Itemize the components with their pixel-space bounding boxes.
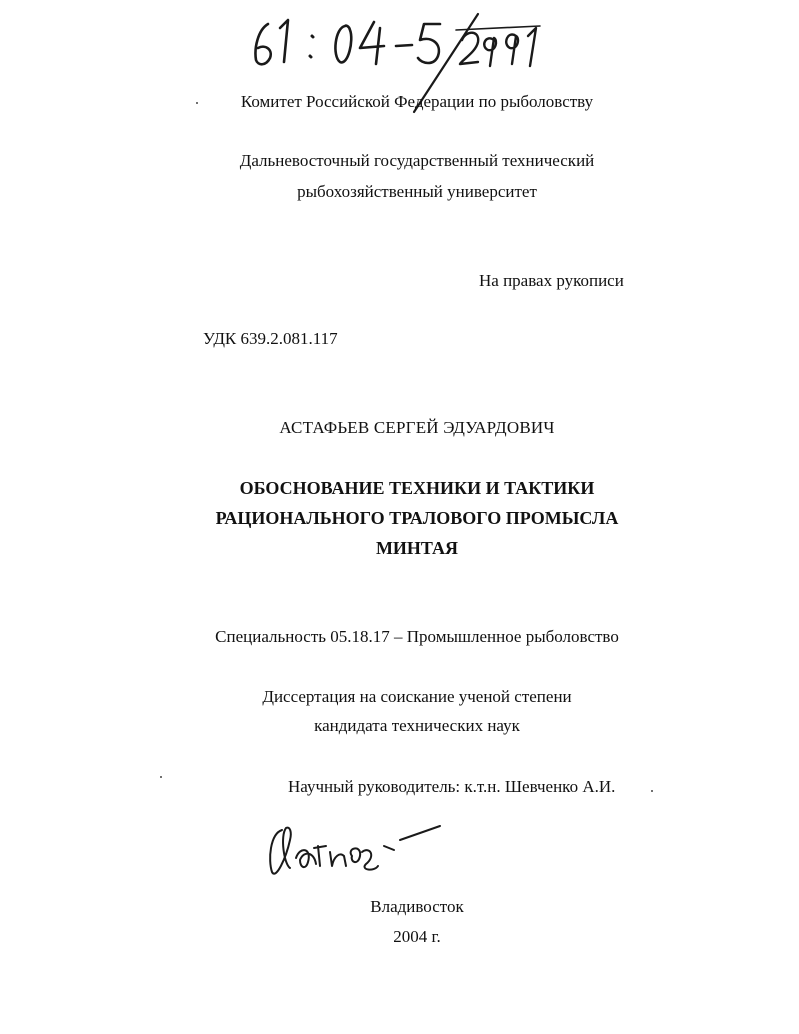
scan-speck xyxy=(651,790,653,792)
author-name: АСТАФЬЕВ СЕРГЕЙ ЭДУАРДОВИЧ xyxy=(279,418,555,437)
dissertation-line2: кандидата технических наук xyxy=(314,716,520,735)
scientific-supervisor: Научный руководитель: к.т.н. Шевченко А.И. xyxy=(288,777,616,796)
title-line2: РАЦИОНАЛЬНОГО ТРАЛОВОГО ПРОМЫСЛА xyxy=(215,508,619,528)
title-line3: МИНТАЯ xyxy=(375,538,459,558)
year: 2004 г. xyxy=(393,927,441,946)
committee-name: Комитет Российской Федерации по рыболовству xyxy=(240,92,594,111)
udc-code: УДК 639.2.081.117 xyxy=(203,329,338,348)
university-name-line1: Дальневосточный государственный технический xyxy=(239,151,595,170)
manuscript-rights: На правах рукописи xyxy=(479,271,624,290)
dissertation-line1: Диссертация на соискание ученой степени xyxy=(262,687,572,706)
signature xyxy=(270,826,440,874)
university-name-line2: рыбохозяйственный университет xyxy=(297,182,537,201)
title-line1: ОБОСНОВАНИЕ ТЕХНИКИ И ТАКТИКИ xyxy=(239,478,595,498)
city: Владивосток xyxy=(370,897,464,916)
specialty: Специальность 05.18.17 – Промышленное рыболовство xyxy=(215,627,619,646)
scan-speck xyxy=(160,776,162,778)
